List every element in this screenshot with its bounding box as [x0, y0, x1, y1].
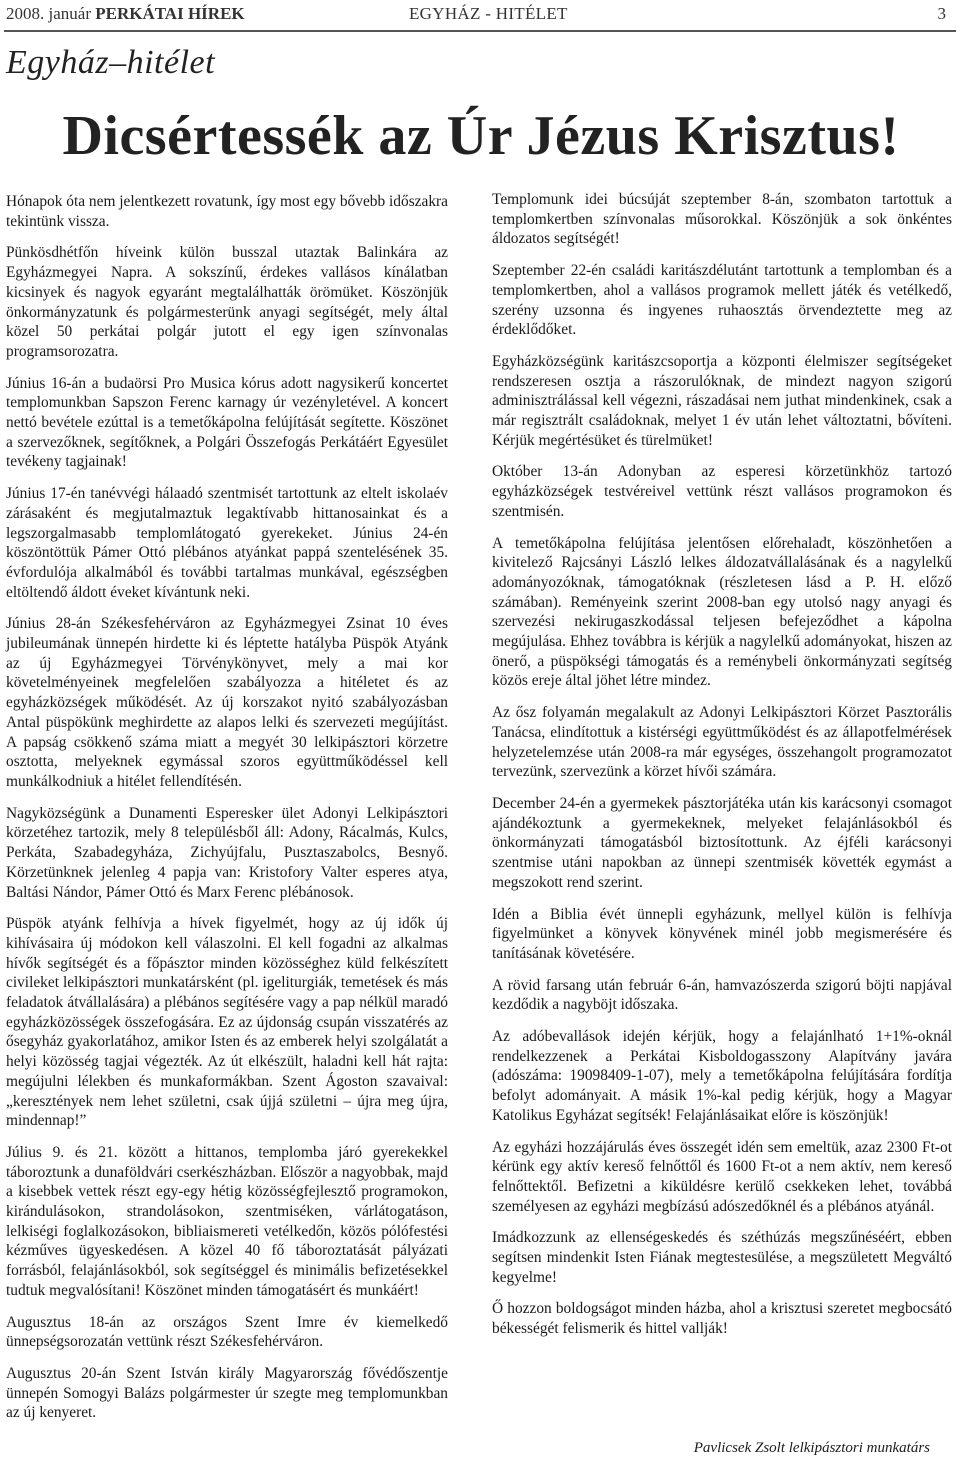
left-column [6, 192, 448, 1435]
section-title: Egyház–hitélet [6, 44, 216, 81]
paragraph: Augusztus 20-án Szent István király Magyarország fővédőszentje ünnepén Somogyi Balázs polgármester úr szegte meg templomunkban az új kenyeret. [6, 1364, 448, 1422]
paragraph: Június 28-án Székesfehérváron az Egyházmegyei Zsinat 10 éves jubileumának ünnepén hirdette ki és léptette hatályba Püspök Atyánk az új Egyházmegyei Törvénykönyvet, mely a mai kor követelményeinek megfelelően szabályozza a hitéletet és az egyházközségek működését. Az új korszakot nyitó szabályozásban Antal püspökünk meghirdette az alapos lelki és szervezeti megújítást. A papság csökkenő száma miatt a megyét 30 lelkipásztori körzetre osztotta, melyeknek egymással szoros együttműködéssel kell munkálkodniuk a hitélet fellendítésén. [6, 615, 448, 790]
paragraph: Ő hozzon boldogságot minden házba, ahol a krisztusi szeretet megbocsátó békességét felismerik és hittel vallják! [492, 1300, 952, 1338]
paragraph: Püspök atyánk felhívja a hívek figyelmét, hogy az új idők új kihívásaira új módokon kell válaszolni. El kell fogadni az alkalmas hívők segítségét és a főpásztor minden közösséghez küld felkészített civileket lelkipásztori munkatársként (pl. igeliturgiák, temetések és más feladatok átvállalására) a plébános segítésére vagy a pap nélkül maradó egyházközösségek összefogására. Ez az újdonság csupán visszatérés az ősegyház gyakorlatához, amikor Isten és az emberek helyi szolgálatát a helyi közösség tagjai végezték. Az út elkészült, haladni kell hát rajta: megújulni lélekben és munkaformákban. Szent Ágoston szavaival: „keresztények nem lehet születni, csak újjá születni – újra meg újra, mindennap!” [6, 915, 448, 1130]
paragraph: December 24-én a gyermekek pásztorjátéka után kis karácsonyi csomagot ajándékoztunk a gyermekeknek, melyeket felajánlásokból és önkormányzati támogatásból biztosítottunk. Az éjféli karácsonyi szentmise utáni napokban az ünnepi szentmisék követték egymást a megszokott rend szerint. [492, 794, 952, 891]
author-signature: Pavlicsek Zsolt lelkipásztori munkatárs [693, 1440, 930, 1456]
header-category: EGYHÁZ - HITÉLET [409, 4, 568, 23]
paper-name: PERKÁTAI HÍREK [95, 4, 245, 23]
header-divider [4, 30, 956, 32]
paragraph: Templomunk idei búcsúját szeptember 8-án, szombaton tartottuk a templomkertben színvonalas műsorokkal. Köszönjük a sok önkéntes áldozatos segítségét! [492, 191, 952, 248]
paragraph: Pünkösdhétfőn híveink külön busszal utaztak Balinkára az Egyházmegyei Napra. A sokszínű, érdekes vallásos kínálatban kicsinyek és nagyok egyaránt megtalálhatták örömüket. Köszönjük önkormányzatunk és polgármesterünk anyagi segítségét, mely által közel 50 perkátai polgár jutott el egy igen színvonalas programsorozatra. [6, 244, 448, 360]
paragraph: Július 9. és 21. között a hittanos, templomba járó gyerekekkel táboroztunk a dunaföldvári cserkészházban. Először a nagyobbak, majd a kisebbek vettek részt egy-egy hétig közösségfejlesztő programokon, kirándulásokon, strandolásokon, szentmiséken, várlátogatáson, lelkiségi foglalkozásokon, bibliaismereti vetélkedőn, közös pólófestési kézműves ügyeskedésen. A közel 40 fő táboroztatását pályázati forrásból, felajánlásokból, sok segítséggel és minimális befizetésekkel tudtuk megvalósítani! Köszönet minden támogatásért és munkáért! [6, 1143, 448, 1299]
paragraph: Imádkozzunk az ellenségeskedés és széthúzás megszűnéséért, ebben segítsen mindenkit Isten Fiának megtestesülése, a megszületett Megváltó kegyelme! [492, 1229, 952, 1286]
paragraph: Október 13-án Adonyban az esperesi körzetünkhöz tartozó egyházközségek testvéreivel vettünk részt vallásos programokon és szentmisén. [492, 463, 952, 520]
paragraph: Az adóbevallások idején kérjük, hogy a felajánlható 1+1%-oknál rendelkezzenek a Perkátai Kisboldogasszony Alapítvány javára (adószáma: 19098409-1-07), mely a temetőkápolna felújítására fordítja befolyt adományait. A másik 1%-kal pedig kérjük, hogy a Magyar Katolikus Egyházat segítsék! Felajánlásaikat előre is köszönjük! [492, 1028, 952, 1124]
paragraph: Az egyházi hozzájárulás éves összegét idén sem emeltük, azaz 2300 Ft-ot kérünk egy aktív kereső felnőttől és 1600 Ft-ot a nem aktív, nem kereső felnőttektől. Befizetni a kiküldésre kerülő csekkeken lehet, továbbá személyesen az egyházi megbízású adószedőknél és a plébános atyánál. [492, 1138, 952, 1215]
paragraph: Augusztus 18-án az országos Szent Imre év kiemelkedő ünnepségsorozatán vettünk részt Székesfehérváron. [6, 1313, 448, 1351]
page-number: 3 [937, 4, 946, 23]
paragraph: A rövid farsang után február 6-án, hamvazószerda szigorú böjti napjával kezdődik a nagyböjt időszaka. [492, 976, 952, 1014]
paragraph: Június 16-án a budaörsi Pro Musica kórus adott nagysikerű koncertet templomunkban Sapszon Ferenc karnagy úr vezényletével. A koncert nettó bevétele ezúttal is a temetőkápolna felújítását segítette. Köszönet a szervezőknek, segítőknek, a Polgári Összefogás Perkátáért Egyesület tevékeny tagjainak! [6, 374, 448, 471]
paragraph: Az ősz folyamán megalakult az Adonyi Lelkipásztori Körzet Pasztorális Tanácsa, elindítottuk a kistérségi együttműködést és az állapotfelmérések helyzetelemzése után 2008-ra már egységes, összehangolt programozatot tervezünk, szervezünk a körzet hívői számára. [492, 704, 952, 781]
paragraph: Nagyközségünk a Dunamenti Esperesker ület Adonyi Lelkipásztori körzetéhez tartozik, mely 8 településből áll: Adony, Rácalmás, Kulcs, Perkáta, Szabadegyháza, Zichyújfalu, Pusztaszabolcs, Besnyő. Körzetünknek jelenleg 4 papja van: Kristofory Valter esperes atya, Baltási Nándor, Pámer Ottó és Marx Ferenc plébánosok. [6, 804, 448, 901]
right-column [492, 190, 952, 1351]
issue-date: 2008. január [6, 4, 91, 23]
paragraph: Hónapok óta nem jelentkezett rovatunk, így most egy bővebb időszakra tekintünk vissza. [6, 193, 448, 230]
paragraph: A temetőkápolna felújítása jelentősen előrehaladt, köszönhetően a kivitelező Rajcsányi László lelkes áldozatvállalásának és a nagylelkű adományozóknak, támogatóknak (részletesen lásd a P. H. előző számában). Reményeink szerint 2008-ban egy utolsó nagy anyagi és szervezési nekirugaszkodással teljesen befejeződhet a kápolna megújulása. Ehhez továbbra is kérjük a nagylelkű adományokat, hiszen az önerő, a püspökségi támogatás és a reménybeli önkormányzati segítség közös ereje által jöhet létre mindez. [492, 534, 952, 690]
header-left [6, 4, 245, 24]
paragraph: Június 17-én tanévvégi hálaadó szentmisét tartottunk az eltelt iskolaév zárásaként és megjutalmaztuk legaktívabb hittanosainkat és a legszorgalmasabb templomlátogató gyerekeket. Június 24-én köszöntöttük Pámer Ottó plébános atyánkat pappá szentelésének 35. évfordulója alkalmából és további tartalmas munkával, egészségben eltöltendő áldott éveket kívántunk neki. [6, 485, 448, 601]
paragraph: Szeptember 22-én családi karitászdélutánt tartottunk a templomban és a templomkertben, ahol a vallásos programok mellett játék és vetélkedő, szerény uzsonna és ingyenes ruhaosztás örvendeztette meg az érdeklődőket. [492, 262, 952, 339]
paragraph: Idén a Biblia évét ünnepli egyházunk, mellyel külön is felhívja figyelmünket a könyvek könyvének minél jobb megismerésére és tanításának követésére. [492, 905, 952, 962]
page-header [6, 4, 952, 26]
article-headline: Dicsértessék az Úr Jézus Krisztus! [62, 105, 900, 167]
paragraph: Egyházközségünk karitászcsoportja a központi élelmiszer segítségeket rendszeresen osztja a rászorulóknak, de mindezt nagyon szigorú adminisztrálással kell végezni, rászadásai nem juthat mindenkinek, csak a már regisztrált családoknak, melyet 1 év után lehet változtatni, bővíteni. Kérjük megértésüket és türelmüket! [492, 352, 952, 449]
